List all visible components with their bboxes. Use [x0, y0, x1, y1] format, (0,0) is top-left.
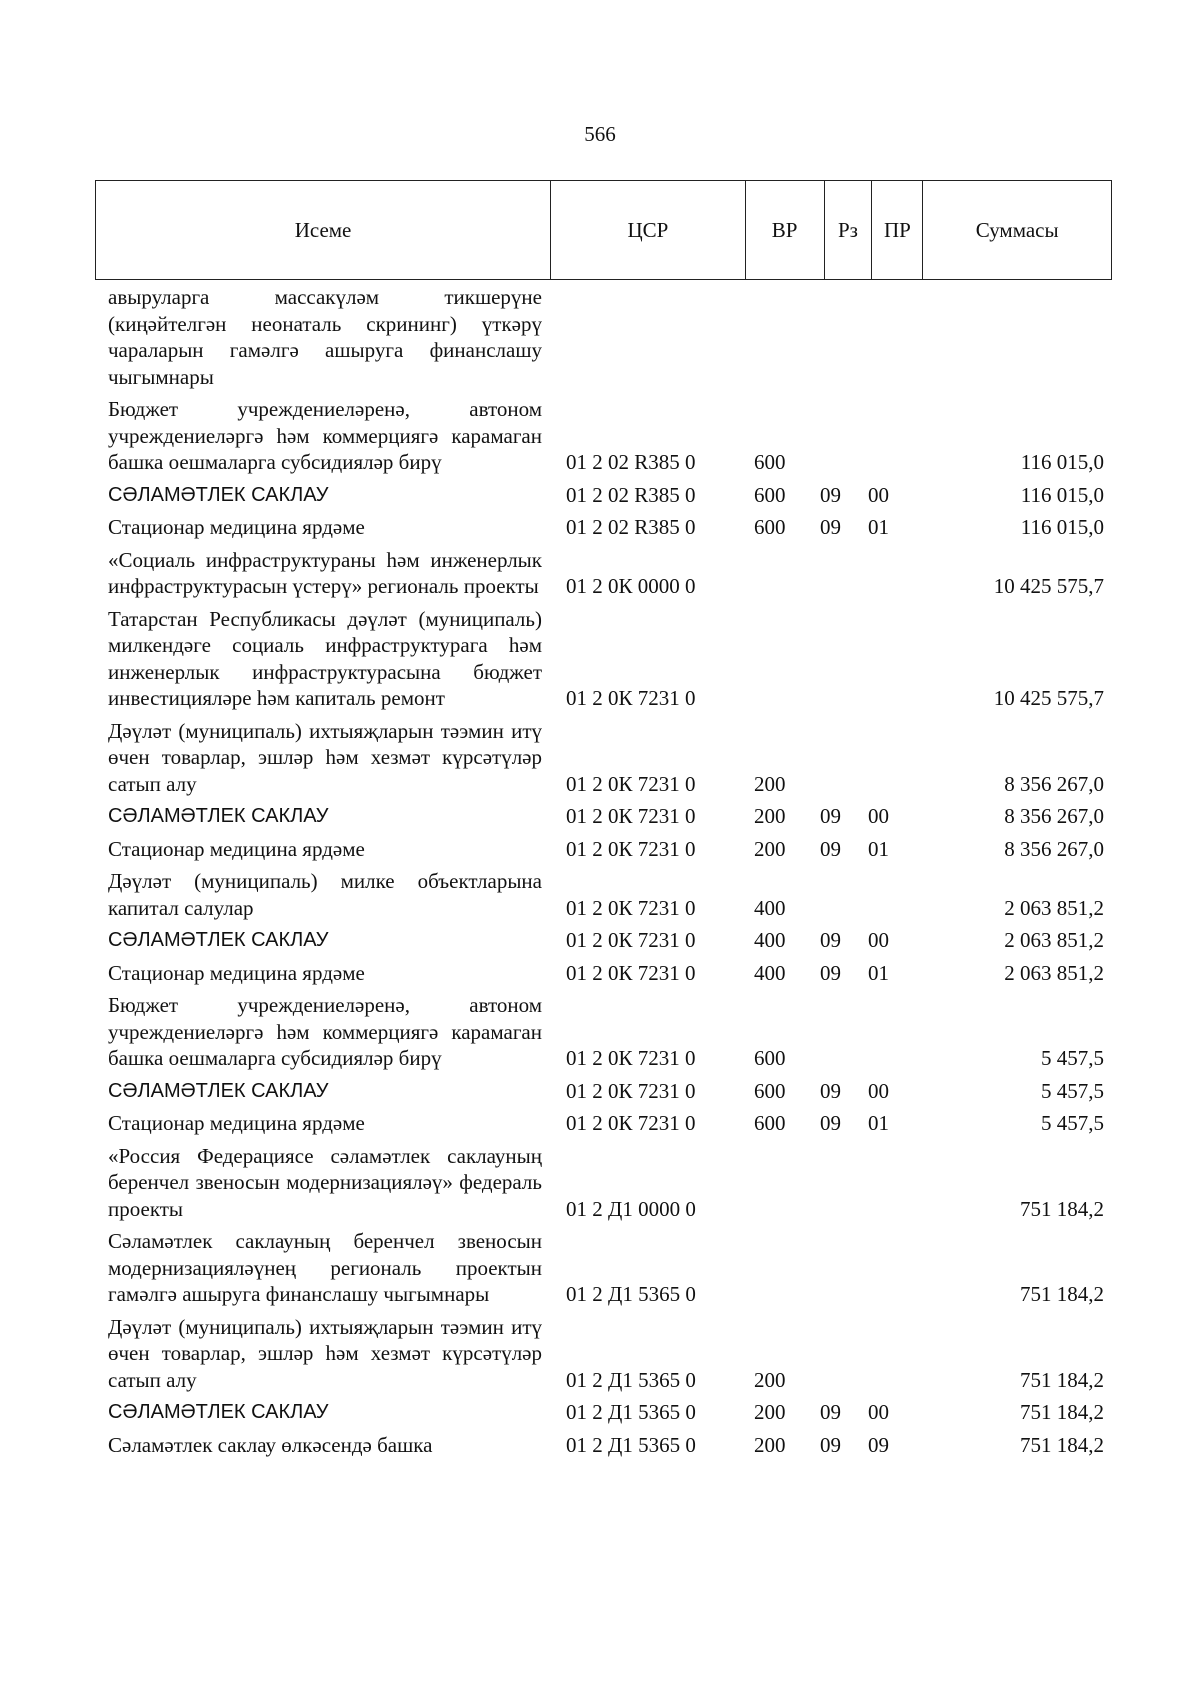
cell-rz: 09: [820, 928, 841, 952]
cell-name: СӘЛАМӘТЛЕК САКЛАУ: [108, 1079, 329, 1102]
cell-csr: 01 2 0К 7231 0: [566, 686, 696, 710]
cell-name: Стационар медицина ярдәме: [108, 960, 365, 985]
table-row: [108, 927, 1112, 954]
cell-rz: 09: [820, 515, 841, 539]
cell-csr: 01 2 02 R385 0: [566, 482, 696, 507]
cell-vr: 200: [754, 771, 786, 796]
cell-vr: 400: [754, 928, 786, 952]
cell-rz: 09: [820, 482, 841, 507]
cell-pr: 01: [868, 1111, 889, 1135]
cell-pr: 00: [868, 804, 889, 828]
cell-csr: 01 2 0К 7231 0: [566, 1078, 696, 1103]
cell-vr: 400: [754, 895, 786, 920]
cell-name: авыруларга массакүләм тикшерүне (киңәйтелгән неонаталь скрининг) үткәрү чараларын гамәлгә ашыруга финанслашу чыгымнары: [108, 285, 542, 389]
cell-csr: 01 2 0К 0000 0: [566, 574, 696, 598]
cell-pr: 09: [868, 1432, 889, 1457]
cell-csr: 01 2 0К 7231 0: [566, 895, 696, 920]
cell-name: Дәүләт (муниципаль) милке объектларына капитал салулар: [108, 869, 542, 920]
cell-sum: 2 063 851,2: [1004, 960, 1104, 985]
cell-sum: 5 457,5: [1041, 1046, 1104, 1070]
cell-rz: 09: [820, 1078, 841, 1103]
cell-csr: 01 2 0К 7231 0: [566, 1046, 696, 1070]
cell-sum: 116 015,0: [1020, 482, 1104, 507]
cell-pr: 01: [868, 960, 889, 985]
cell-sum: 751 184,2: [1020, 1400, 1104, 1424]
cell-csr: 01 2 Д1 5365 0: [566, 1432, 696, 1457]
cell-sum: 10 425 575,7: [993, 574, 1104, 598]
cell-csr: 01 2 0К 7231 0: [566, 804, 696, 828]
table-row: [108, 960, 1112, 987]
table-row: [108, 547, 1112, 600]
cell-sum: 8 356 267,0: [1004, 771, 1104, 796]
cell-csr: 01 2 Д1 5365 0: [566, 1400, 696, 1424]
cell-name: Сәламәтлек саклау өлкәсендә башка: [108, 1432, 433, 1457]
cell-name: Дәүләт (муниципаль) ихтыяҗларын тәэмин итү өчен товарлар, эшләр һәм хезмәт күрсәтүләр сатып алу: [108, 1314, 542, 1392]
table-row: [108, 1228, 1112, 1308]
cell-rz: 09: [820, 1432, 841, 1457]
cell-name: СӘЛАМӘТЛЕК САКЛАУ: [108, 805, 329, 827]
cell-vr: 600: [754, 1078, 786, 1103]
table-row: [108, 606, 1112, 712]
table-header: [95, 180, 1112, 280]
cell-vr: 600: [754, 515, 786, 539]
cell-rz: 09: [820, 960, 841, 985]
cell-csr: 01 2 Д1 0000 0: [566, 1196, 696, 1221]
table-row: [108, 803, 1112, 830]
cell-sum: 116 015,0: [1020, 515, 1104, 539]
cell-sum: 751 184,2: [1020, 1432, 1104, 1457]
cell-vr: 200: [754, 1400, 786, 1424]
table-row: [108, 992, 1112, 1072]
cell-rz: 09: [820, 804, 841, 828]
cell-name: Стационар медицина ярдәме: [108, 1111, 365, 1135]
cell-csr: 01 2 Д1 5365 0: [566, 1282, 696, 1306]
cell-csr: 01 2 0К 7231 0: [566, 1111, 696, 1135]
cell-name: Бюджет учреждениеләренә, автоном учреждениеләргә һәм коммерциягә карамаган башка оешмаларга субсидияләр бирү: [108, 993, 542, 1070]
header-name: Исеме: [96, 181, 551, 279]
cell-name: «Россия Федерациясе сәламәтлек саклауның беренчел звеносын модернизацияләү» федераль проекты: [108, 1143, 542, 1221]
table-body: [108, 284, 1112, 1464]
cell-pr: 01: [868, 515, 889, 539]
cell-name: Сәламәтлек саклауның беренчел звеносын модернизацияләүнең региональ проектын гамәлгә ашыруга финанслашу чыгымнары: [108, 1229, 542, 1306]
table-row: [108, 1399, 1112, 1426]
cell-name: СӘЛАМӘТЛЕК САКЛАУ: [108, 483, 329, 506]
table-row: [108, 1314, 1112, 1394]
cell-csr: 01 2 02 R385 0: [566, 515, 696, 539]
table-row: [108, 1432, 1112, 1459]
table-row: [108, 868, 1112, 921]
table-row: [108, 1110, 1112, 1137]
cell-vr: 600: [754, 1111, 786, 1135]
table-row: [108, 396, 1112, 476]
cell-rz: 09: [820, 1111, 841, 1135]
cell-csr: 01 2 0К 7231 0: [566, 836, 696, 861]
cell-sum: 116 015,0: [1020, 450, 1104, 474]
cell-sum: 5 457,5: [1041, 1078, 1104, 1103]
cell-pr: 00: [868, 928, 889, 952]
table-row: [108, 284, 1112, 390]
header-rz: Рз: [825, 181, 873, 279]
cell-sum: 8 356 267,0: [1004, 804, 1104, 828]
cell-name: Стационар медицина ярдәме: [108, 515, 365, 539]
cell-sum: 8 356 267,0: [1004, 836, 1104, 861]
cell-name: Бюджет учреждениеләренә, автоном учреждениеләргә һәм коммерциягә карамаган башка оешмаларга субсидияләр бирү: [108, 397, 542, 474]
cell-csr: 01 2 0К 7231 0: [566, 771, 696, 796]
cell-name: СӘЛАМӘТЛЕК САКЛАУ: [108, 929, 329, 951]
cell-vr: 200: [754, 836, 786, 861]
cell-vr: 200: [754, 1432, 786, 1457]
cell-vr: 200: [754, 1367, 786, 1392]
cell-vr: 400: [754, 960, 786, 985]
cell-sum: 751 184,2: [1020, 1282, 1104, 1306]
table-row: [108, 482, 1112, 509]
cell-name: Стационар медицина ярдәме: [108, 836, 365, 861]
cell-sum: 751 184,2: [1020, 1367, 1104, 1392]
cell-sum: 5 457,5: [1041, 1111, 1104, 1135]
cell-name: «Социаль инфраструктураны һәм инженерлык инфраструктурасын үстерү» региональ проекты: [108, 547, 542, 598]
cell-name: Татарстан Республикасы дәүләт (муниципаль) милкендәге социаль инфраструктурага һәм инженерлык инфраструктурасына бюджет инвестицияләре һәм капиталь ремонт: [108, 606, 542, 710]
cell-csr: 01 2 0К 7231 0: [566, 960, 696, 985]
cell-rz: 09: [820, 836, 841, 861]
header-sum: Суммасы: [975, 217, 1059, 242]
header-pr: ПР: [872, 181, 923, 279]
cell-csr: 01 2 02 R385 0: [566, 450, 696, 474]
cell-pr: 00: [868, 1400, 889, 1424]
cell-vr: 600: [754, 482, 786, 507]
cell-name: Дәүләт (муниципаль) ихтыяҗларын тәэмин итү өчен товарлар, эшләр һәм хезмәт күрсәтүләр сатып алу: [108, 718, 542, 796]
cell-rz: 09: [820, 1400, 841, 1424]
cell-pr: 00: [868, 1078, 889, 1103]
cell-name: СӘЛАМӘТЛЕК САКЛАУ: [108, 1401, 329, 1423]
cell-pr: 00: [868, 482, 889, 507]
cell-sum: 751 184,2: [1020, 1196, 1104, 1221]
cell-csr: 01 2 Д1 5365 0: [566, 1367, 696, 1392]
header-csr: ЦСР: [551, 181, 746, 279]
table-row: [108, 1078, 1112, 1105]
header-vr: ВР: [746, 181, 825, 279]
cell-sum: 2 063 851,2: [1004, 895, 1104, 920]
table-row: [108, 1143, 1112, 1223]
table-row: [108, 718, 1112, 798]
cell-sum: 2 063 851,2: [1004, 928, 1104, 952]
table-row: [108, 836, 1112, 863]
cell-vr: 600: [754, 450, 786, 474]
cell-csr: 01 2 0К 7231 0: [566, 928, 696, 952]
cell-pr: 01: [868, 836, 889, 861]
cell-sum: 10 425 575,7: [993, 686, 1104, 710]
page-number: 566: [584, 122, 616, 146]
cell-vr: 200: [754, 804, 786, 828]
table-row: [108, 514, 1112, 541]
cell-vr: 600: [754, 1046, 786, 1070]
